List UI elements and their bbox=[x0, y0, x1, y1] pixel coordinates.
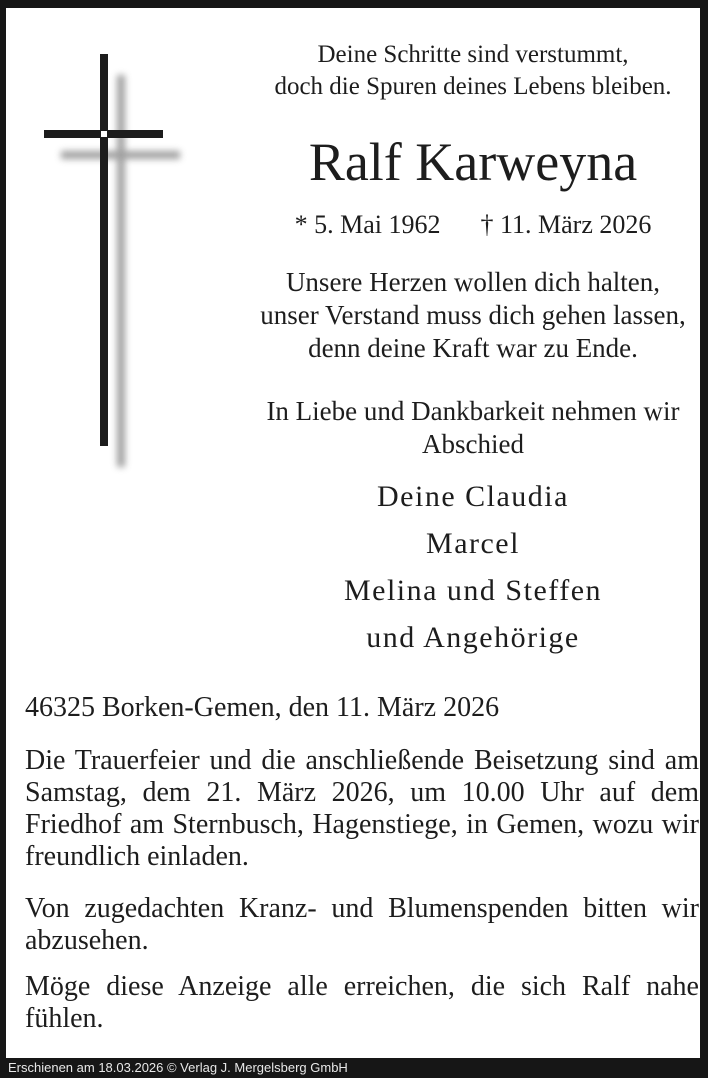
farewell-line: In Liebe und Dankbarkeit nehmen wir bbox=[266, 396, 680, 426]
publisher-footer bbox=[0, 1058, 708, 1078]
verse-line: Unsere Herzen wollen dich halten, bbox=[285, 267, 661, 297]
obituary-card bbox=[6, 8, 700, 1058]
cross-intersection-gap bbox=[101, 131, 107, 137]
flowers-notice bbox=[25, 893, 699, 957]
memorial-verse bbox=[238, 266, 708, 365]
epigraph-line: doch die Spuren deines Lebens bleiben. bbox=[274, 73, 672, 100]
mourners-list bbox=[238, 473, 708, 661]
closing-notice bbox=[25, 971, 699, 1035]
flowers-notice-line: abzusehen. bbox=[25, 925, 149, 956]
closing-notice-line: fühlen. bbox=[25, 1003, 104, 1034]
place-and-date: 46325 Borken-Gemen, den 11. März 2026 bbox=[25, 692, 500, 723]
farewell-statement bbox=[238, 395, 708, 461]
death-date: † 11. März 2026 bbox=[480, 210, 652, 239]
epigraph bbox=[238, 39, 708, 103]
funeral-notice bbox=[25, 745, 699, 873]
publisher-footer-text: Erschienen am 18.03.2026 © Verlag J. Mergelsberg GmbH bbox=[8, 1060, 348, 1075]
mourner-name: Marcel bbox=[426, 527, 520, 560]
flowers-notice-line: Von zugedachten Kranz- und Blumenspenden bitten wir bbox=[25, 893, 699, 924]
life-dates bbox=[238, 209, 708, 241]
mourner-name: Deine Claudia bbox=[377, 480, 569, 513]
funeral-notice-line: Die Trauerfeier und die anschließende Beisetzung sind am bbox=[25, 745, 699, 776]
cross-main bbox=[44, 54, 214, 499]
mourner-name: und Angehörige bbox=[366, 621, 580, 654]
funeral-notice-line: Samstag, dem 21. März 2026, um 10.00 Uhr auf dem bbox=[25, 777, 699, 808]
mourner-name: Melina und Steffen bbox=[343, 574, 603, 607]
latin-cross-icon bbox=[44, 54, 214, 499]
closing-notice-line: Möge diese Anzeige alle erreichen, die sich Ralf nahe bbox=[25, 971, 699, 1002]
verse-line: unser Verstand muss dich gehen lassen, bbox=[260, 300, 686, 330]
funeral-notice-line: Friedhof am Sternbusch, Hagenstiege, in Gemen, wozu wir bbox=[25, 809, 699, 840]
birth-date: * 5. Mai 1962 bbox=[294, 210, 441, 239]
funeral-notice-line: freundlich einladen. bbox=[25, 841, 249, 872]
verse-line: denn deine Kraft war zu Ende. bbox=[308, 333, 638, 363]
epigraph-line: Deine Schritte sind verstummt, bbox=[317, 41, 629, 68]
deceased-name: Ralf Karweyna bbox=[308, 132, 638, 192]
cross-vertical-bar bbox=[100, 54, 108, 446]
farewell-line: Abschied bbox=[422, 429, 524, 459]
